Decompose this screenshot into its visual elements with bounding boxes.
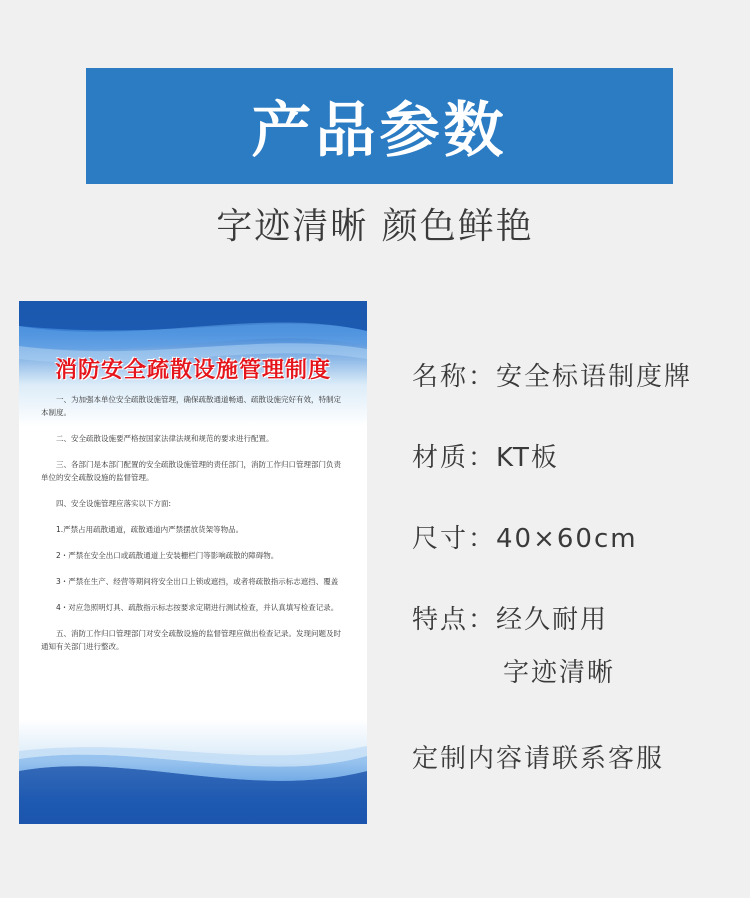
spec-material-label: 材质： bbox=[412, 443, 497, 473]
spec-name-label: 名称： bbox=[412, 362, 497, 392]
poster-paragraph: 二、安全疏散设施要严格按国家法律法规和规范的要求进行配置。 bbox=[56, 434, 274, 443]
poster-title: 消防安全疏散设施管理制度 bbox=[54, 358, 331, 383]
spec-name-value: 安全标语制度牌 bbox=[496, 362, 693, 392]
custom-note: 定制内容请联系客服 bbox=[412, 744, 665, 774]
poster-paragraph: 2・严禁在安全出口或疏散通道上安装栅栏门等影响疏散的障碍物。 bbox=[56, 551, 279, 560]
spec-material bbox=[412, 437, 559, 474]
spec-feature-value-2: 字迹清晰 bbox=[503, 658, 616, 688]
poster-paragraph: 4・对应急照明灯具、疏散指示标志按要求定期进行测试检查，并认真填写检查记录。 bbox=[56, 603, 339, 612]
spec-size bbox=[412, 518, 638, 555]
poster-paragraph: 四、安全设施管理应落实以下方面: bbox=[56, 499, 172, 508]
spec-size-label: 尺寸： bbox=[412, 524, 497, 554]
poster-paragraph: 五、消防工作归口管理部门对安全疏散设施的监督管理应做出检查记录。发现问题及时通知有关部门进行整改。 bbox=[41, 629, 341, 651]
poster-paragraph: 三、各部门是本部门配置的安全疏散设施管理的责任部门，消防工作归口管理部门负责单位的安全疏散设施的监督管理。 bbox=[41, 460, 341, 482]
poster-paragraph: 3・严禁在生产、经营等期间将安全出口上锁或遮挡，或者将疏散指示标志遮挡、覆盖 bbox=[56, 577, 339, 586]
spec-material-value: KT板 bbox=[496, 443, 559, 473]
poster-paragraph: 一、为加强本单位安全疏散设施管理，确保疏散通道畅通、疏散设施完好有效，特制定本制度。 bbox=[41, 395, 341, 417]
spec-feature-label: 特点： bbox=[412, 605, 497, 635]
poster-body bbox=[41, 393, 346, 666]
spec-size-value: 40×60cm bbox=[496, 524, 638, 554]
product-poster-image bbox=[19, 301, 367, 824]
subtitle: 字迹清晰 颜色鲜艳 bbox=[216, 206, 534, 247]
spec-feature-value: 经久耐用 bbox=[496, 605, 609, 635]
spec-name bbox=[412, 356, 692, 393]
poster-paragraph: 1.严禁占用疏散通道，疏散通道内严禁摆放货架等物品。 bbox=[56, 525, 244, 534]
spec-feature bbox=[412, 599, 608, 636]
banner-title: 产品参数 bbox=[251, 96, 508, 166]
title-banner bbox=[86, 68, 673, 184]
